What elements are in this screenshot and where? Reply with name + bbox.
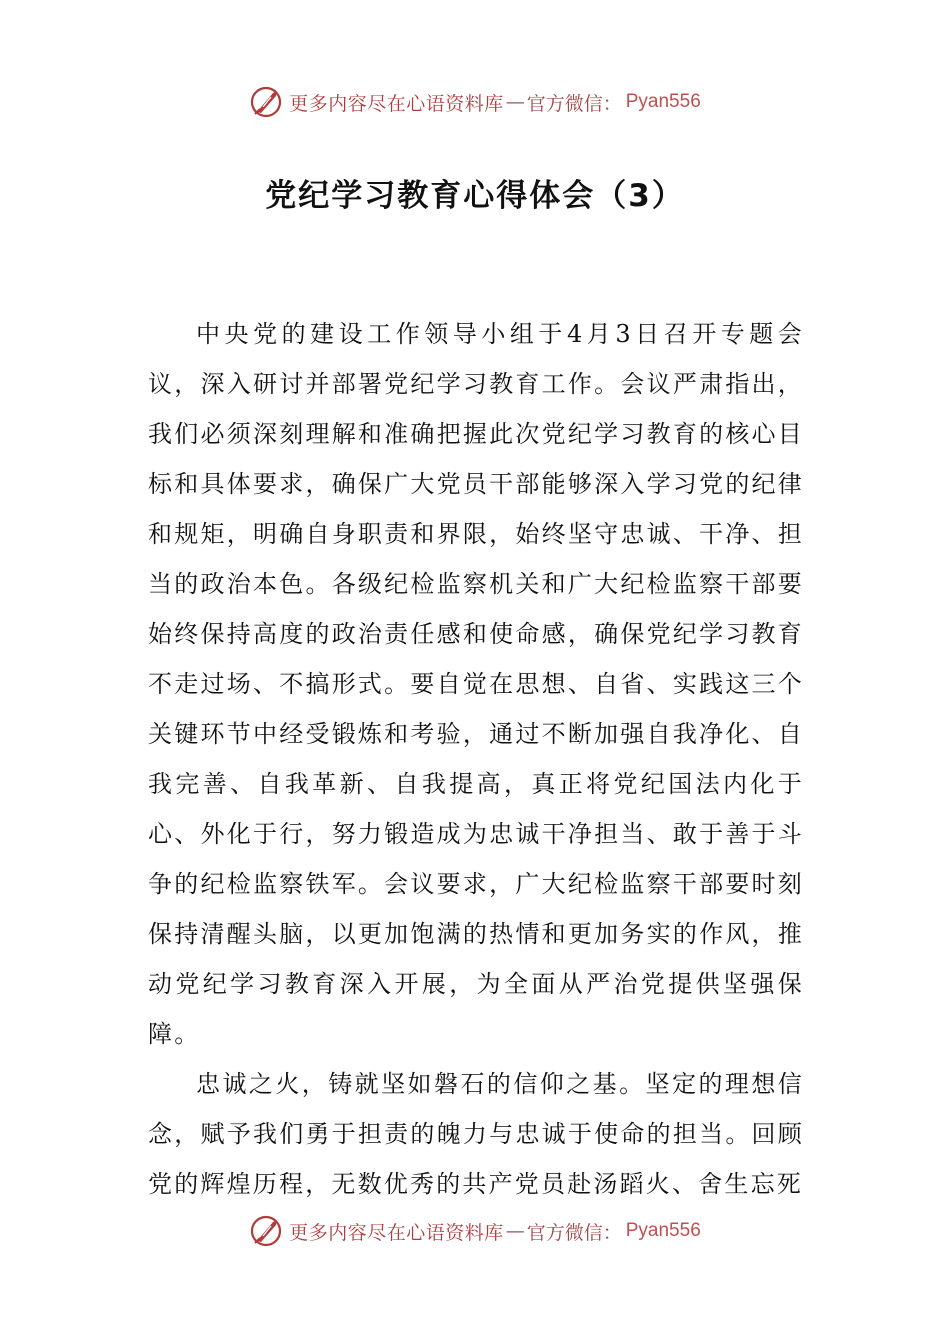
quill-pen-icon <box>249 85 283 119</box>
banner-wechat-id: Pyan556 <box>625 91 701 112</box>
document-title: 党纪学习教育心得体会（3） <box>265 178 685 214</box>
paragraph: 中央党的建设工作领导小组于4月3日召开专题会议，深入研讨并部署党纪学习教育工作。会议严肃指出，我们必须深刻理解和准确把握此次党纪学习教育的核心目标和具体要求，确保广大党员干部能够深入学习党的纪律和规矩，明确自身职责和界限，始终坚守忠诚、干净、担当的政治本色。各级纪检监察机关和广大纪检监察干部要始终保持高度的政治责任感和使命感，确保党纪学习教育不走过场、不搞形式。要自觉在思想、自省、实践这三个关键环节中经受锻炼和考验，通过不断加强自我净化、自我完善、自我革新、自我提高，真正将党纪国法内化于心、外化于行，努力锻造成为忠诚干净担当、敢于善于斗争的纪检监察铁军。会议要求，广大纪检监察干部要时刻保持清醒头脑，以更加饱满的热情和更加务实的作风，推动党纪学习教育深入开展，为全面从严治党提供坚强保障。 <box>148 320 804 1048</box>
banner-dash: — <box>505 1220 525 1242</box>
paragraph: 忠诚之火，铸就坚如磐石的信仰之基。坚定的理想信念，赋予我们勇于担责的魄力与忠诚于使命的担当。回顾党的辉煌历程，无数优秀的共产党员赴汤蹈火、舍生忘死 <box>148 1070 804 1198</box>
header-watermark-banner <box>0 82 950 122</box>
footer-watermark-banner <box>0 1211 950 1251</box>
banner-text: 更多内容尽在心语资料库 <box>289 1221 504 1244</box>
banner-label: 官方微信： <box>526 1221 622 1244</box>
banner-wechat-id: Pyan556 <box>625 1220 701 1241</box>
banner-label: 官方微信： <box>526 92 622 115</box>
banner-dash: — <box>505 91 525 113</box>
quill-pen-icon <box>249 1214 283 1248</box>
banner-text: 更多内容尽在心语资料库 <box>289 92 504 115</box>
document-body <box>148 309 804 1209</box>
